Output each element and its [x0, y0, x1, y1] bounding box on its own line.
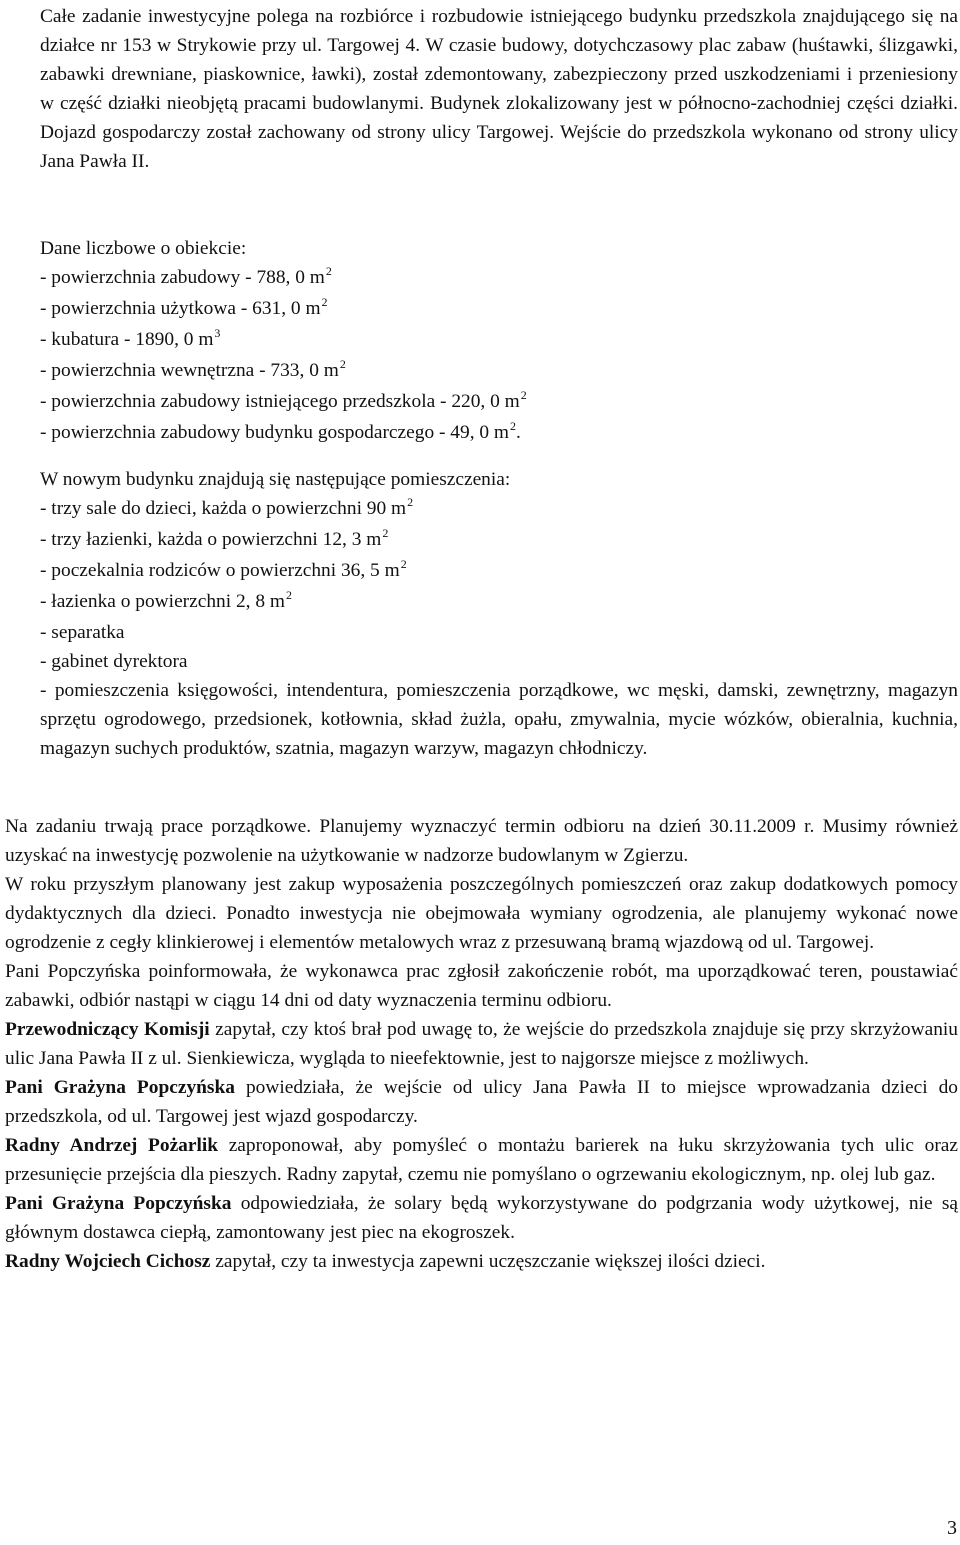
paragraph: Przewodniczący Komisji zapytał, czy ktoś brał pod uwagę to, że wejście do przedszkola znajduje się przy skrzyżowaniu ulic Jana Pawła II z ul. Sienkiewicza, wygląda to nieefektownie, jest to najgorsze miejsce z możliwych. [5, 1019, 958, 1069]
facts-item: - powierzchnia zabudowy budynku gospodarczego - 49, 0 $m^2$. [40, 419, 521, 443]
paragraph: Pani Grażyna Popczyńska powiedziała, że wejście od ulicy Jana Pawła II to miejsce wprowadzania dzieci do przedszkola, od ul. Targowej jest wjazd gospodarczy. [5, 1077, 958, 1127]
paragraph: Pani Grażyna Popczyńska odpowiedziała, że solary będą wykorzystywane do podgrzania wody użytkowej, nie są głównym dostawca ciepłą, zamontowany jest piec na ekogroszek. [5, 1193, 958, 1243]
minutes-section [5, 812, 958, 1276]
page-number: 3 [947, 1517, 957, 1539]
speaker-name: Radny Wojciech Cichosz [5, 1251, 211, 1272]
speaker-name: Przewodniczący Komisji [5, 1019, 210, 1040]
intro-paragraph: Całe zadanie inwestycyjne polega na rozbiórce i rozbudowie istniejącego budynku przedszkola znajdującego się na działce nr 153 w Strykowie przy ul. Targowej 4. W czasie budowy, dotychczasowy plac zabaw (huśtawki, ślizgawki, zabawki drewniane, piaskownice, ławki), został zdemontowany, zabezpieczony przed uszkodzeniami i przeniesiony w część działki nieobjętą pracami budowlanymi. Budynek zlokalizowany jest w północno-zachodniej części działki. Dojazd gospodarczy został zachowany od strony ulicy Targowej. Wejście do przedszkola wykonano od strony ulicy Jana Pawła II. [40, 6, 958, 172]
facts-item: - powierzchnia zabudowy - 788, 0 $m^2$ [40, 264, 332, 288]
paragraph: W roku przyszłym planowany jest zakup wyposażenia poszczególnych pomieszczeń oraz zakup dodatkowych pomocy dydaktycznych dla dzieci. Ponadto inwestycja nie obejmowała wymiany ogrodzenia, ale planujemy wykonać nowe ogrodzenie z cegły klinkierowej i elementów metalowych wraz z przesuwaną bramą wjazdową od ul. Targowej. [5, 874, 958, 953]
facts-item: - powierzchnia użytkowa - 631, 0 $m^2$ [40, 295, 328, 319]
speaker-name: Pani Grażyna Popczyńska [5, 1193, 232, 1214]
rooms-item: - trzy łazienki, każda o powierzchni 12, 3 $m^2$ [40, 526, 389, 550]
facts-section [40, 234, 958, 449]
paragraph: Pani Popczyńska poinformowała, że wykonawca prac zgłosił zakończenie robót, ma uporządkować teren, poustawiać zabawki, odbiór nastąpi w ciągu 14 dni od daty wyznaczenia terminu odbioru. [5, 961, 958, 1011]
rooms-item-last: - pomieszczenia księgowości, intendentura, pomieszczenia porządkowe, wc męski, damski, zewnętrzny, magazyn sprzętu ogrodowego, przedsionek, kotłownia, skład żużla, opału, zmywalnia, mycie wózków, obieralnia, kuchnia, magazyn suchych produktów, szatnia, magazyn warzyw, magazyn chłodniczy. [40, 680, 958, 759]
facts-item: - kubatura - 1890, 0 $m^3$ [40, 326, 221, 350]
rooms-item: - poczekalnia rodziców o powierzchni 36, 5 $m^2$ [40, 557, 407, 581]
facts-item: - powierzchnia wewnętrzna - 733, 0 $m^2$ [40, 357, 346, 381]
paragraph: Radny Wojciech Cichosz zapytał, czy ta inwestycja zapewni uczęszczanie większej ilości dzieci. [5, 1251, 766, 1272]
rooms-item: - łazienka o powierzchni 2, 8 $m^2$ [40, 588, 292, 612]
facts-item: - powierzchnia zabudowy istniejącego przedszkola - 220, 0 $m^2$ [40, 388, 527, 412]
rooms-item: - gabinet dyrektora [40, 651, 188, 672]
speaker-name: Radny Andrzej Pożarlik [5, 1135, 219, 1156]
rooms-item: - separatka [40, 622, 125, 643]
paragraph: Na zadaniu trwają prace porządkowe. Planujemy wyznaczyć termin odbioru na dzień 30.11.2009 r. Musimy również uzyskać na inwestycję pozwolenie na użytkowanie w nadzorze budowlanym w Zgierzu. [5, 816, 958, 866]
speaker-name: Pani Grażyna Popczyńska [5, 1077, 235, 1098]
facts-heading: Dane liczbowe o obiekcie: [40, 238, 247, 259]
paragraph: Radny Andrzej Pożarlik zaproponował, aby pomyśleć o montażu barierek na łuku skrzyżowania tych ulic oraz przesunięcie przejścia dla pieszych. Radny zapytał, czemu nie pomyślano o ogrzewaniu ekologicznym, np. olej lub gaz. [5, 1135, 958, 1185]
rooms-item: - trzy sale do dzieci, każda o powierzchni 90 $m^2$ [40, 495, 414, 519]
rooms-heading: W nowym budynku znajdują się następujące pomieszczenia: [40, 469, 511, 490]
rooms-section [40, 465, 958, 763]
